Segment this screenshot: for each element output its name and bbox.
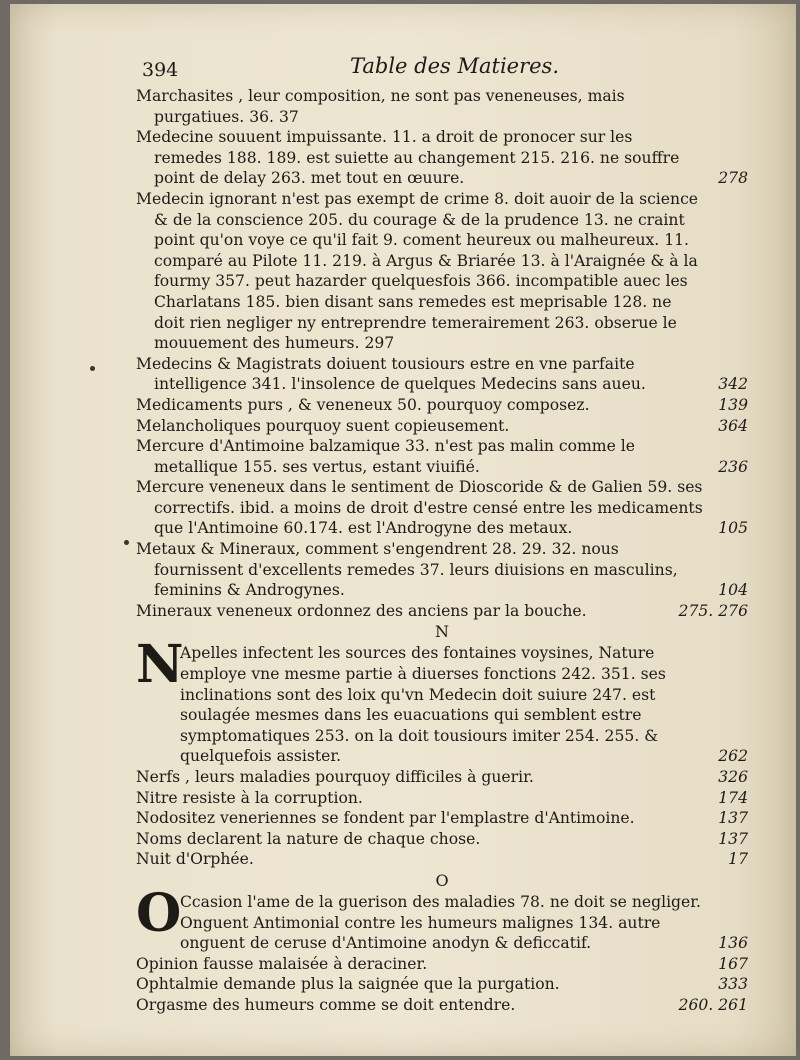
entry-text: Nitre resiste à la corruption. — [136, 788, 363, 807]
entry-text: Apelles infectent les sources des fontaines voysines, Nature employe vne mesme partie à diuerses fonctions 242. 351. ses inclinations sont des loix qu'vn Medecin doit suiure 247. est soulagée mesmes dans les euacuations qui semblent estre symptomatiques 253. on la doit tousiours imiter 254. 255. & quelquefois assister. — [180, 644, 666, 766]
index-entry — [136, 436, 748, 477]
entry-text: Medecine souuent impuissante. 11. a droit de pronocer sur les remedes 188. 189. est suiette au changement 215. 216. ne souffre point de delay 263. met tout en œuure. — [136, 128, 680, 188]
initial-entry-n — [136, 634, 748, 767]
index-entry — [136, 354, 748, 395]
entry-text: Noms declarent la nature de chaque chose. — [136, 829, 481, 848]
entry-text: Nodositez veneriennes se fondent par l'emplastre d'Antimoine. — [136, 809, 635, 828]
entry-ref: 236 — [718, 457, 748, 476]
entry-text: Nerfs , leurs maladies pourquoy difficiles à guerir. — [136, 768, 534, 786]
entry-ref: 174 — [718, 788, 748, 807]
drop-cap: O — [136, 882, 182, 944]
entry-ref: 136 — [718, 934, 748, 953]
entry-ref: 364 — [718, 416, 748, 435]
index-entry — [136, 849, 748, 870]
index-entry — [136, 86, 748, 127]
entry-ref: 104 — [718, 581, 748, 600]
ink-spot — [124, 540, 129, 545]
entry-ref: 137 — [718, 829, 748, 848]
drop-cap: N — [136, 634, 184, 696]
index-text — [136, 54, 748, 1016]
entry-ref: 260. 261 — [678, 995, 748, 1014]
index-entry — [136, 189, 748, 354]
entry-text: Medicaments purs , & veneneux 50. pourquoy composez. — [136, 395, 590, 414]
page-number: 394 — [142, 59, 179, 81]
entry-text: Mineraux veneneux ordonnez des anciens par la bouche. — [136, 601, 587, 620]
entry-text: Orgasme des humeurs comme se doit entendre. — [136, 995, 516, 1014]
entry-ref: 333 — [718, 975, 748, 994]
entry-ref: 17 — [728, 850, 748, 869]
entry-ref: 326 — [718, 768, 748, 786]
index-entry — [136, 995, 748, 1016]
index-entry — [136, 767, 748, 788]
entry-ref: 167 — [718, 954, 748, 973]
entry-text: Melancholiques pourquoy suent copieusement. — [136, 416, 510, 435]
index-entry — [136, 788, 748, 809]
entry-ref: 139 — [718, 395, 748, 414]
section-letter-o: O — [435, 870, 449, 890]
running-title: Table des Matieres. — [350, 54, 560, 78]
initial-entry-o — [136, 882, 748, 954]
entry-text: Ccasion l'ame de la guerison des maladies 78. ne doit se negliger. Onguent Antimonial contre les humeurs malignes 134. autre onguent de ceruse d'Antimoine anodyn & deficcatif. — [180, 892, 701, 953]
index-entry — [136, 477, 748, 539]
entry-text: Nuit d'Orphée. — [136, 850, 254, 869]
index-entry — [136, 127, 748, 189]
index-entry — [136, 539, 748, 601]
entry-ref: 275. 276 — [678, 601, 748, 620]
index-entry — [136, 974, 748, 995]
entry-ref: 278 — [718, 169, 748, 188]
entry-text: Metaux & Mineraux, comment s'engendrent 28. 29. 32. nous fournissent d'excellents remedes 37. leurs diuisions en masculins, feminins & Androgynes. — [136, 540, 678, 600]
book-page — [10, 4, 796, 1056]
index-entry — [136, 416, 748, 437]
index-entry — [136, 829, 748, 850]
entry-text: Ophtalmie demande plus la saignée que la purgation. — [136, 975, 560, 994]
entry-text: Mercure veneneux dans le sentiment de Dioscoride & de Galien 59. ses correctifs. ibid. a moins de droit d'estre censé entre les medicaments que l'Antimoine 60.174. est l'Androgyne des metaux. — [136, 478, 703, 538]
section-letter-n: N — [435, 622, 449, 642]
ink-spot — [90, 366, 95, 371]
entry-text: Opinion fausse malaisée à deraciner. — [136, 954, 428, 973]
entry-text: Medecin ignorant n'est pas exempt de crime 8. doit auoir de la science & de la conscience 205. du courage & de la prudence 13. ne craint point qu'on voye ce qu'il fait 9. coment heureux ou malheureux. 11. comparé au Pilote 11. 219. à Argus & Briarée 13. à l'Araignée & à la fourmy 357. peut hazarder quelquesfois 366. incompatible auec les Charlatans 185. bien disant sans remedes est meprisable 128. ne doit rien negliger ny entreprendre temerairement 263. obserue le mouuement des humeurs. 297 — [136, 189, 699, 353]
index-entry — [136, 395, 748, 416]
index-entry — [136, 954, 748, 975]
entry-ref: 137 — [718, 809, 748, 828]
page-header — [136, 54, 748, 86]
entry-ref: 342 — [718, 375, 748, 394]
entry-text: Medecins & Magistrats doiuent tousiours estre en vne parfaite intelligence 341. l'insolence de quelques Medecins sans aueu. — [136, 354, 646, 394]
entry-text: Marchasites , leur composition, ne sont pas veneneuses, mais purgatiues. 36. 37 — [136, 87, 625, 126]
entry-ref: 105 — [718, 519, 748, 538]
entry-ref: 262 — [718, 747, 748, 766]
index-entry — [136, 601, 748, 622]
index-entry — [136, 808, 748, 829]
entry-text: Mercure d'Antimoine balzamique 33. n'est pas malin comme le metallique 155. ses vertus, estant viuifié. — [136, 437, 635, 476]
